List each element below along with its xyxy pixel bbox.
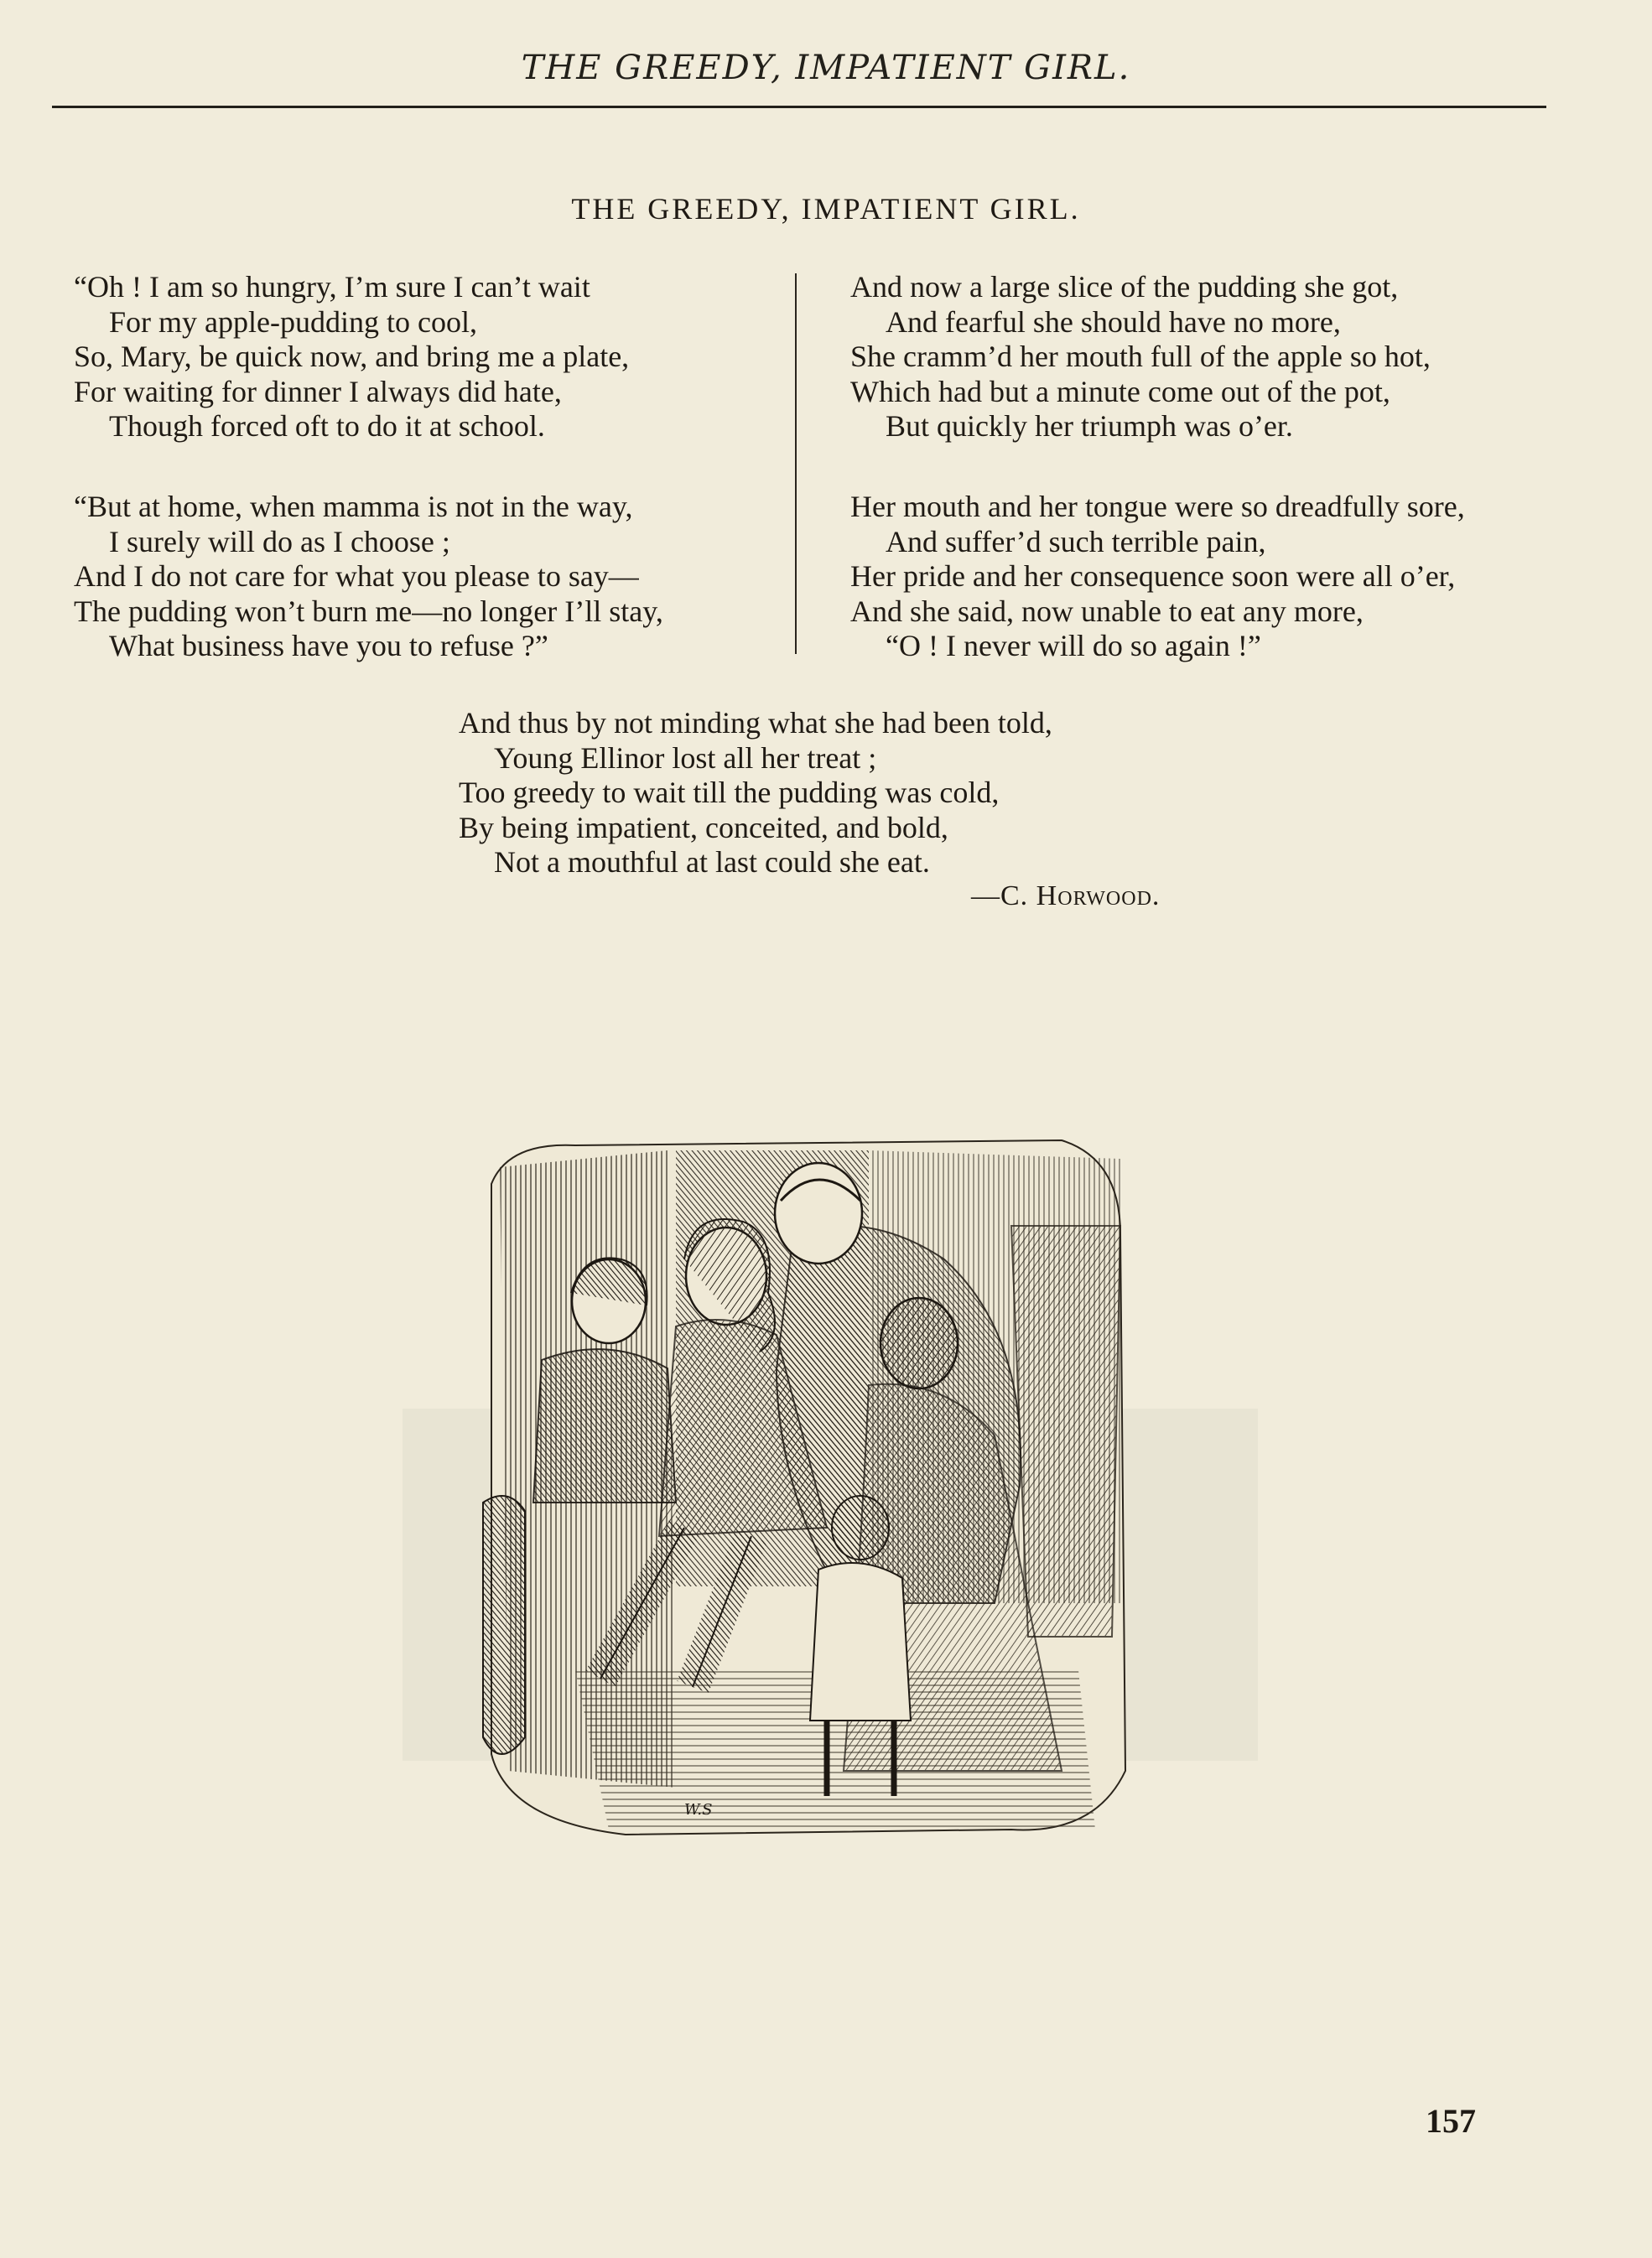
stanza-line: Though forced oft to do it at school. [109, 409, 545, 444]
stanza-line: “Oh ! I am so hungry, I’m sure I can’t wait [74, 270, 590, 304]
stanza-4 [850, 490, 1465, 664]
running-head: THE GREEDY, IMPATIENT GIRL. [521, 49, 1131, 87]
stanza-line: For waiting for dinner I always did hate, [74, 374, 562, 408]
stanza-line: And fearful she should have no more, [886, 304, 1341, 339]
stanza-line: The pudding won’t burn me—no longer I’ll stay, [74, 594, 663, 628]
stanza-2 [74, 490, 663, 664]
stanza-line: Her pride and her consequence soon were all o’er, [850, 559, 1456, 594]
stanza-line: Too greedy to wait till the pudding was cold, [459, 776, 1000, 810]
stanza-line: “But at home, when mamma is not in the way, [74, 490, 633, 523]
stanza-line: For my apple-pudding to cool, [109, 304, 477, 339]
stanza-line: Which had but a minute come out of the pot, [850, 374, 1390, 408]
stanza-line: But quickly her triumph was o’er. [886, 409, 1293, 444]
author-attribution: —C. Horwood. [971, 880, 1161, 911]
engraving-illustration-icon [475, 1134, 1129, 1840]
stanza-line: And now a large slice of the pudding she got, [850, 270, 1399, 304]
stanza-line: What business have you to refuse ?” [109, 629, 548, 663]
stanza-line: Her mouth and her tongue were so dreadfully sore, [850, 490, 1465, 523]
stanza-line: And she said, now unable to eat any more, [850, 594, 1364, 628]
stanza-line: Young Ellinor lost all her treat ; [494, 740, 877, 775]
stanza-5 [459, 706, 1052, 880]
svg-text:W.S: W.S [684, 1801, 713, 1819]
column-divider [795, 273, 797, 654]
stanza-line: She cramm’d her mouth full of the apple so hot, [850, 340, 1431, 374]
stanza-1 [74, 270, 629, 444]
stanza-line: Not a mouthful at last could she eat. [494, 845, 930, 880]
stanza-3 [850, 270, 1431, 444]
header-rule [52, 106, 1546, 108]
stanza-line: “O ! I never will do so again !” [886, 629, 1261, 663]
stanza-line: And I do not care for what you please to say— [74, 559, 639, 594]
stanza-line: And suffer’d such terrible pain, [886, 524, 1266, 558]
stanza-line: So, Mary, be quick now, and bring me a plate, [74, 340, 630, 374]
page-number: 157 [1426, 2102, 1476, 2140]
stanza-line: I surely will do as I choose ; [109, 524, 450, 558]
poem-title: THE GREEDY, IMPATIENT GIRL. [571, 192, 1081, 226]
stanza-line: By being impatient, conceited, and bold, [459, 810, 948, 844]
stanza-line: And thus by not minding what she had been told, [459, 706, 1052, 740]
